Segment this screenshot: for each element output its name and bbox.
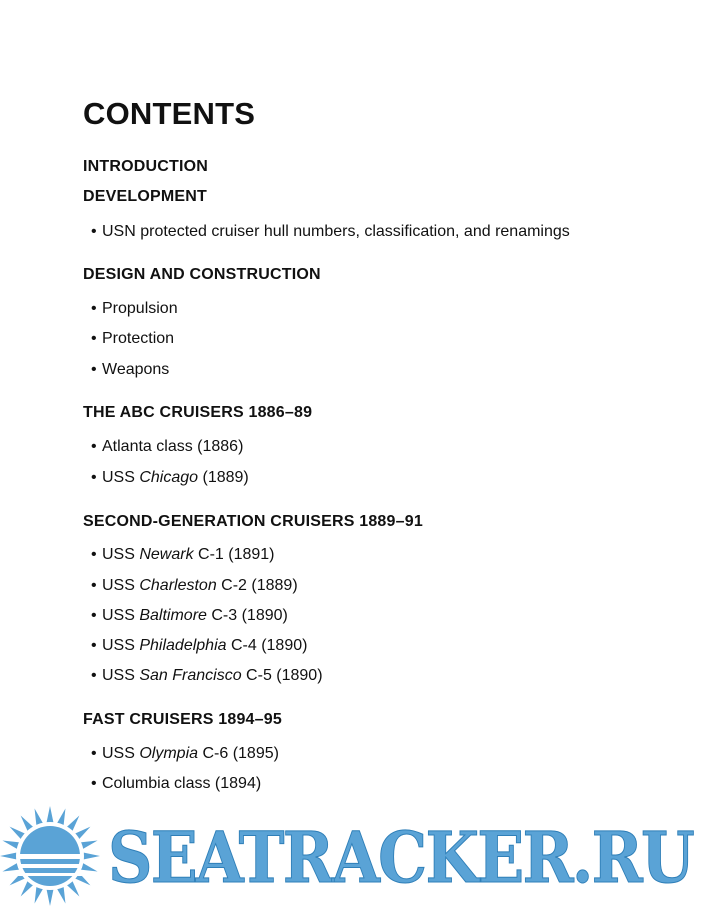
bullet: • [91, 577, 97, 594]
toc-section-introduction[interactable]: INTRODUCTION [83, 158, 209, 175]
bullet: • [91, 330, 97, 347]
bullet: • [91, 469, 97, 486]
bullet: • [91, 667, 97, 684]
toc-entry[interactable]: • USS Baltimore C-3 (1890) [91, 607, 288, 624]
toc-section-second-generation[interactable]: SECOND-GENERATION CRUISERS 1889–91 [83, 513, 423, 530]
toc-section-abc-cruisers[interactable]: THE ABC CRUISERS 1886–89 [83, 404, 313, 421]
toc-section-fast-cruisers[interactable]: FAST CRUISERS 1894–95 [83, 711, 282, 728]
page-title: CONTENTS [83, 96, 256, 131]
toc-entry[interactable]: • USS Chicago (1889) [91, 469, 249, 486]
bullet: • [91, 438, 97, 455]
bullet: • [91, 546, 97, 563]
toc-entry[interactable]: • Protection [91, 330, 175, 347]
bullet: • [91, 637, 97, 654]
toc-section-development[interactable]: DEVELOPMENT [83, 188, 207, 205]
watermark-text: SEATRACKER.RU [108, 816, 694, 899]
sun-icon [0, 806, 100, 906]
toc-entry[interactable]: • USN protected cruiser hull numbers, classification, and renamings [91, 223, 570, 240]
toc-entry[interactable]: • USS Charleston C-2 (1889) [91, 577, 298, 594]
toc-entry[interactable]: • Propulsion [91, 300, 178, 317]
bullet: • [91, 300, 97, 317]
bullet: • [91, 745, 97, 762]
toc-entry[interactable]: • Atlanta class (1886) [91, 438, 244, 455]
toc-section-design-construction[interactable]: DESIGN AND CONSTRUCTION [83, 266, 321, 283]
bullet: • [91, 775, 97, 792]
toc-entry[interactable]: • USS Philadelphia C-4 (1890) [91, 637, 308, 654]
watermark-logo [0, 800, 701, 907]
bullet: • [91, 361, 97, 378]
toc-entry[interactable]: • USS San Francisco C-5 (1890) [91, 667, 323, 684]
bullet: • [91, 607, 97, 624]
toc-entry[interactable]: • USS Newark C-1 (1891) [91, 546, 275, 563]
toc-entry[interactable]: • Columbia class (1894) [91, 775, 262, 792]
toc-entry[interactable]: • Weapons [91, 361, 170, 378]
bullet: • [91, 223, 97, 240]
toc-entry[interactable]: • USS Olympia C-6 (1895) [91, 745, 279, 762]
